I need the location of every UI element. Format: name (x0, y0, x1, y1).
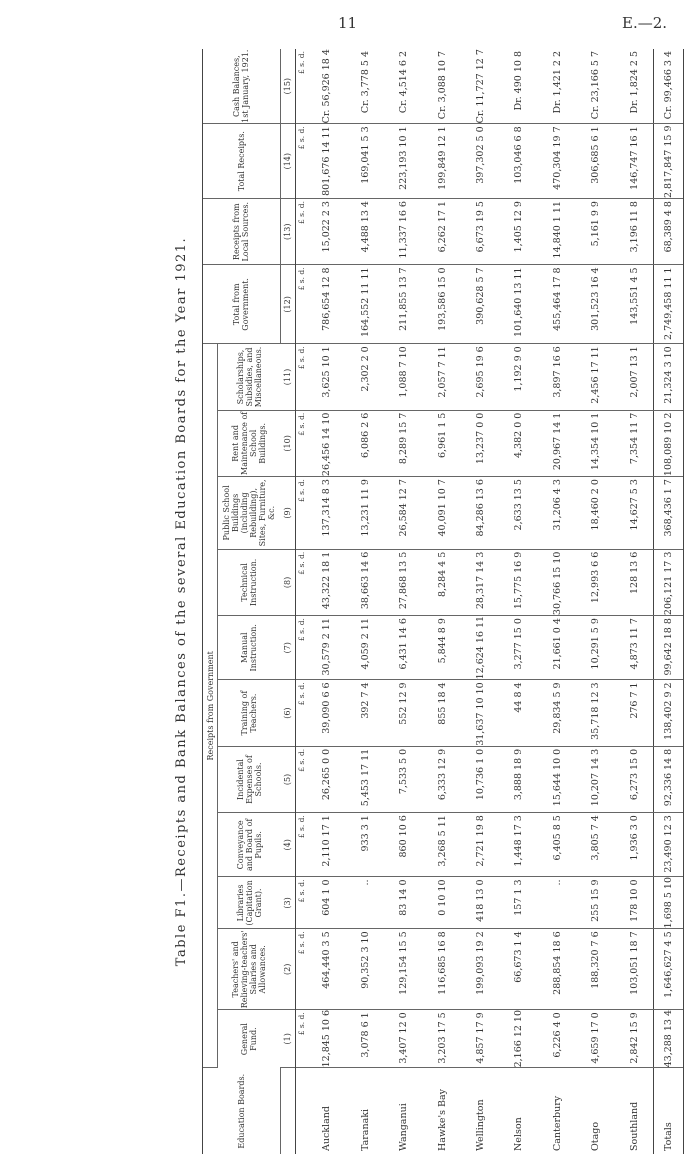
table-cell: 12,993 6 6 (576, 549, 614, 615)
col-header-3: Libraries (Capitation Grant). (218, 877, 281, 929)
board-name: Wellington (474, 1099, 486, 1151)
table-cell: 2,110 17 1 (308, 813, 346, 877)
col-header-9: Public School Buildings (including Rebuilding), Sites, Furniture, &c. (218, 477, 281, 550)
table-row (615, 49, 654, 1154)
unit-label: £ s. d. (295, 813, 308, 877)
table-cell: 199,093 19 2 (461, 929, 499, 1010)
table-cell: 20,967 14 1 (538, 410, 576, 476)
table-cell: 178 10 0 (615, 877, 654, 929)
table-cell: 10,291 5 9 (576, 616, 614, 680)
table-cell: 128 13 6 (615, 549, 654, 615)
table-cell: 2,166 12 10 (500, 1010, 538, 1068)
col-number: (1) (280, 1010, 295, 1068)
table-cell: 1,405 12 9 (500, 199, 538, 265)
table-cell: 6,086 2 6 (346, 410, 384, 476)
unit-label: £ s. d. (295, 124, 308, 199)
table-cell: 7,533 5 0 (384, 746, 422, 812)
col-number: (10) (280, 410, 295, 476)
col-number: (6) (280, 680, 295, 746)
col-header-4: Conveyance and Board of Pupils. (218, 813, 281, 877)
table-cell: 3,625 10 1 (308, 344, 346, 410)
col-number-blank (280, 1068, 295, 1154)
table-cell: 84,286 13 6 (461, 477, 499, 550)
table-row (461, 49, 499, 1154)
table-cell: 6,333 12 9 (423, 746, 461, 812)
col-number: (15) (280, 49, 295, 124)
table-cell: 6,431 14 6 (384, 616, 422, 680)
unit-label: £ s. d. (295, 746, 308, 812)
table-cell: 143,551 4 5 (615, 265, 654, 344)
col-header-7: Manual Instruction. (218, 616, 281, 680)
totals-row (654, 49, 683, 1154)
table-cell: 4,857 17 9 (461, 1010, 499, 1068)
table-cell: 470,304 19 7 (538, 124, 576, 199)
table-cell: 137,314 8 3 (308, 477, 346, 550)
page-number: 11 (338, 14, 358, 32)
table-cell: 2,721 19 8 (461, 813, 499, 877)
unit-label: £ s. d. (295, 410, 308, 476)
table-cell: 108,089 10 2 (654, 410, 683, 476)
table-cell: 30,579 2 11 (308, 616, 346, 680)
table-cell: 8,289 15 7 (384, 410, 422, 476)
table-row (538, 49, 576, 1154)
table-cell: 276 7 1 (615, 680, 654, 746)
col-number: (3) (280, 877, 295, 929)
table-cell: 169,041 5 3 (346, 124, 384, 199)
unit-label: £ s. d. (295, 199, 308, 265)
table-cell: 5,453 17 11 (346, 746, 384, 812)
table-cell: 6,961 1 5 (423, 410, 461, 476)
table-row (423, 49, 461, 1154)
table-cell: 786,654 12 8 (308, 265, 346, 344)
table-cell: 855 18 4 (423, 680, 461, 746)
col-header-13: Receipts from Local Sources. (203, 199, 280, 265)
table-cell: 3,407 12 0 (384, 1010, 422, 1068)
table-cell: 2,695 19 6 (461, 344, 499, 410)
board-name: Hawke's Bay (436, 1089, 448, 1151)
table-cell: 6,262 17 1 (423, 199, 461, 265)
table-cell: 15,775 16 9 (500, 549, 538, 615)
table-cell: 6,273 15 0 (615, 746, 654, 812)
table-cell: 206,121 17 3 (654, 549, 683, 615)
table-cell: 2,633 13 5 (500, 477, 538, 550)
unit-label: £ s. d. (295, 265, 308, 344)
table-cell: .. (538, 877, 576, 929)
table-cell: 68,389 4 8 (654, 199, 683, 265)
table-cell: 157 1 3 (500, 877, 538, 929)
table-cell: 193,586 15 0 (423, 265, 461, 344)
table-cell: 28,317 14 3 (461, 549, 499, 615)
col-number: (5) (280, 746, 295, 812)
col-header-8: Technical Instruction. (218, 549, 281, 615)
col-number: (4) (280, 813, 295, 877)
unit-label: £ s. d. (295, 344, 308, 410)
table-cell: 3,277 15 0 (500, 616, 538, 680)
table-cell: 455,464 17 8 (538, 265, 576, 344)
table-cell: 390,628 5 7 (461, 265, 499, 344)
table-cell: 604 1 0 (308, 877, 346, 929)
col-header-10: Rent and Maintenance of School Buildings. (218, 410, 281, 476)
table-cell: 10,736 1 0 (461, 746, 499, 812)
col-number: (11) (280, 344, 295, 410)
col-header-11: Scholarships, Subsidies, and Miscellaneous. (218, 344, 281, 410)
table-cell: 35,718 12 3 (576, 680, 614, 746)
table-cell: 8,284 4 5 (423, 549, 461, 615)
table-cell: Cr. 56,926 18 4 (308, 49, 346, 124)
table-cell: 101,640 13 11 (500, 265, 538, 344)
table-frame (202, 49, 684, 1154)
table-cell: 103,046 6 8 (500, 124, 538, 199)
table-cell: 26,584 12 7 (384, 477, 422, 550)
board-name: Nelson (513, 1117, 525, 1151)
table-cell: Cr. 4,514 6 2 (384, 49, 422, 124)
col-number: (14) (280, 124, 295, 199)
table-cell: 21,324 3 10 (654, 344, 683, 410)
col-number: (13) (280, 199, 295, 265)
table-cell: 1,698 5 10 (654, 877, 683, 929)
board-name: Canterbury (551, 1095, 563, 1151)
col-header-15: Cash Balances, 1st January, 1921. (203, 49, 280, 124)
table-cell: 1,088 7 10 (384, 344, 422, 410)
board-name: Southland (628, 1101, 640, 1151)
table-cell: 3,268 5 11 (423, 813, 461, 877)
table-cell: 18,460 2 0 (576, 477, 614, 550)
table-cell: 3,203 17 5 (423, 1010, 461, 1068)
table-cell: 552 12 9 (384, 680, 422, 746)
board-name: Totals (654, 1068, 683, 1154)
table-cell: 199,849 12 1 (423, 124, 461, 199)
table-cell: 3,805 7 4 (576, 813, 614, 877)
table-cell: 3,078 6 1 (346, 1010, 384, 1068)
table-cell: 66,673 1 4 (500, 929, 538, 1010)
table-cell: Dr. 1,421 2 2 (538, 49, 576, 124)
table-cell: 31,637 10 10 (461, 680, 499, 746)
table-cell: 211,855 13 7 (384, 265, 422, 344)
table-row (346, 49, 384, 1154)
table-cell: Cr. 3,778 5 4 (346, 49, 384, 124)
table-cell: 164,552 11 11 (346, 265, 384, 344)
table-cell: 2,302 2 0 (346, 344, 384, 410)
table-cell: 301,523 16 4 (576, 265, 614, 344)
table-row (308, 49, 346, 1154)
table-cell: 14,627 5 3 (615, 477, 654, 550)
col-header-5: Incidental Expenses of Schools. (218, 746, 281, 812)
table-cell: 288,854 18 6 (538, 929, 576, 1010)
board-name: Taranaki (359, 1108, 371, 1151)
table-cell: 464,440 3 5 (308, 929, 346, 1010)
table-cell: Cr. 11,727 12 7 (461, 49, 499, 124)
table-cell: 6,405 8 5 (538, 813, 576, 877)
col-number: (7) (280, 616, 295, 680)
table-cell: 138,402 9 2 (654, 680, 683, 746)
table-cell: 6,226 4 0 (538, 1010, 576, 1068)
col-header-1: General Fund. (240, 1023, 258, 1056)
table-cell: 11,337 16 6 (384, 199, 422, 265)
table-cell: 1,936 3 0 (615, 813, 654, 877)
table-cell: 0 10 10 (423, 877, 461, 929)
table-cell: 255 15 9 (576, 877, 614, 929)
table-cell: 90,352 3 10 (346, 929, 384, 1010)
table-cell: 801,676 14 11 (308, 124, 346, 199)
board-header: Education Boards. (203, 1068, 280, 1154)
table-cell: 30,766 15 10 (538, 549, 576, 615)
table-cell: 129,154 15 5 (384, 929, 422, 1010)
table-cell: 2,842 15 9 (615, 1010, 654, 1068)
table-cell: 23,490 12 3 (654, 813, 683, 877)
table-cell: 4,488 13 4 (346, 199, 384, 265)
table-cell: 26,265 0 0 (308, 746, 346, 812)
unit-label: £ s. d. (295, 549, 308, 615)
table-cell: 397,302 5 0 (461, 124, 499, 199)
table-cell: Cr. 23,166 5 7 (576, 49, 614, 124)
table-cell: 2,007 13 1 (615, 344, 654, 410)
table-cell: 103,051 18 7 (615, 929, 654, 1010)
table-cell: 13,237 0 0 (461, 410, 499, 476)
table-cell: 3,897 16 6 (538, 344, 576, 410)
table-cell: 368,436 1 7 (654, 477, 683, 550)
receipts-table (203, 49, 683, 1154)
table-body (295, 49, 683, 1154)
table-cell: 15,644 10 0 (538, 746, 576, 812)
table-cell: 860 10 6 (384, 813, 422, 877)
table-row (500, 49, 538, 1154)
table-cell: 92,336 14 8 (654, 746, 683, 812)
table-cell: 44 8 4 (500, 680, 538, 746)
table-cell: Dr. 490 10 8 (500, 49, 538, 124)
table-cell: 31,206 4 3 (538, 477, 576, 550)
rotated-table-region (172, 49, 700, 1154)
receipts-from-government-header: Receipts from Government (203, 344, 218, 1068)
table-cell: 418 13 0 (461, 877, 499, 929)
table-cell: 14,354 10 1 (576, 410, 614, 476)
unit-label: £ s. d. (295, 929, 308, 1010)
table-cell: 933 3 1 (346, 813, 384, 877)
table-cell: 14,840 1 11 (538, 199, 576, 265)
table-cell: 4,659 17 0 (576, 1010, 614, 1068)
table-cell: Cr. 3,088 10 7 (423, 49, 461, 124)
table-cell: 2,817,847 15 9 (654, 124, 683, 199)
table-cell: 4,873 11 7 (615, 616, 654, 680)
rotated-content (172, 49, 700, 1154)
table-cell: 39,090 6 6 (308, 680, 346, 746)
unit-label: £ s. d. (295, 1010, 308, 1068)
table-cell: 4,059 2 11 (346, 616, 384, 680)
table-cell: 43,322 18 1 (308, 549, 346, 615)
col-header-14: Total Receipts. (203, 124, 280, 199)
table-cell: 43,288 13 4 (654, 1010, 683, 1068)
unit-label: £ s. d. (295, 616, 308, 680)
table-cell: 38,663 14 6 (346, 549, 384, 615)
unit-label: £ s. d. (295, 680, 308, 746)
table-cell: 223,193 10 1 (384, 124, 422, 199)
col-number: (8) (280, 549, 295, 615)
table-cell: 12,624 16 11 (461, 616, 499, 680)
table-cell: 4,382 0 0 (500, 410, 538, 476)
table-cell: 6,673 19 5 (461, 199, 499, 265)
col-number: (9) (280, 477, 295, 550)
table-caption: Table F1.—Receipts and Bank Balances of the several Education Boards for the Year 1921. (174, 236, 189, 967)
table-cell: 2,749,458 11 1 (654, 265, 683, 344)
table-cell: 40,091 10 7 (423, 477, 461, 550)
board-name: Auckland (321, 1106, 333, 1151)
table-cell: 10,207 14 3 (576, 746, 614, 812)
table-row (576, 49, 614, 1154)
table-cell: Cr. 99,466 3 4 (654, 49, 683, 124)
col-header-12: Total from Government. (203, 265, 280, 344)
table-cell: 1,646,627 4 5 (654, 929, 683, 1010)
table-cell: 83 14 0 (384, 877, 422, 929)
unit-label: £ s. d. (295, 49, 308, 124)
col-header-2: Teachers' and Relieving-teachers' Salaries and Allowances. (218, 929, 281, 1010)
table-cell: 2,456 17 11 (576, 344, 614, 410)
table-cell: 7,354 11 7 (615, 410, 654, 476)
table-cell: 392 7 4 (346, 680, 384, 746)
table-cell: 13,231 11 9 (346, 477, 384, 550)
table-cell: 12,845 10 6 (308, 1010, 346, 1068)
table-cell: 146,747 16 1 (615, 124, 654, 199)
table-cell: 116,685 16 8 (423, 929, 461, 1010)
unit-label: £ s. d. (295, 477, 308, 550)
table-cell: 29,834 5 9 (538, 680, 576, 746)
col-header-6: Training of Teachers. (218, 680, 281, 746)
table-cell: 3,888 18 9 (500, 746, 538, 812)
table-cell: 21,661 0 4 (538, 616, 576, 680)
board-name: Otago (590, 1121, 602, 1151)
table-cell: 99,642 18 8 (654, 616, 683, 680)
table-cell: 27,868 13 5 (384, 549, 422, 615)
table-cell: 306,685 6 1 (576, 124, 614, 199)
table-cell: 15,022 2 3 (308, 199, 346, 265)
table-cell: 1,192 9 0 (500, 344, 538, 410)
table-cell: Dr. 1,824 2 5 (615, 49, 654, 124)
col-number: (12) (280, 265, 295, 344)
table-cell: 26,456 14 10 (308, 410, 346, 476)
table-cell: 1,448 17 3 (500, 813, 538, 877)
document-code: E.—2. (622, 14, 668, 32)
unit-blank (295, 1068, 308, 1154)
table-cell: 188,320 7 6 (576, 929, 614, 1010)
table-cell: 5,844 8 9 (423, 616, 461, 680)
table-cell: 2,057 7 11 (423, 344, 461, 410)
table-cell: 5,161 9 9 (576, 199, 614, 265)
table-cell: 3,196 11 8 (615, 199, 654, 265)
col-number: (2) (280, 929, 295, 1010)
board-name: Wanganui (398, 1103, 410, 1151)
table-row (384, 49, 422, 1154)
table-cell: .. (346, 877, 384, 929)
unit-label: £ s. d. (295, 877, 308, 929)
